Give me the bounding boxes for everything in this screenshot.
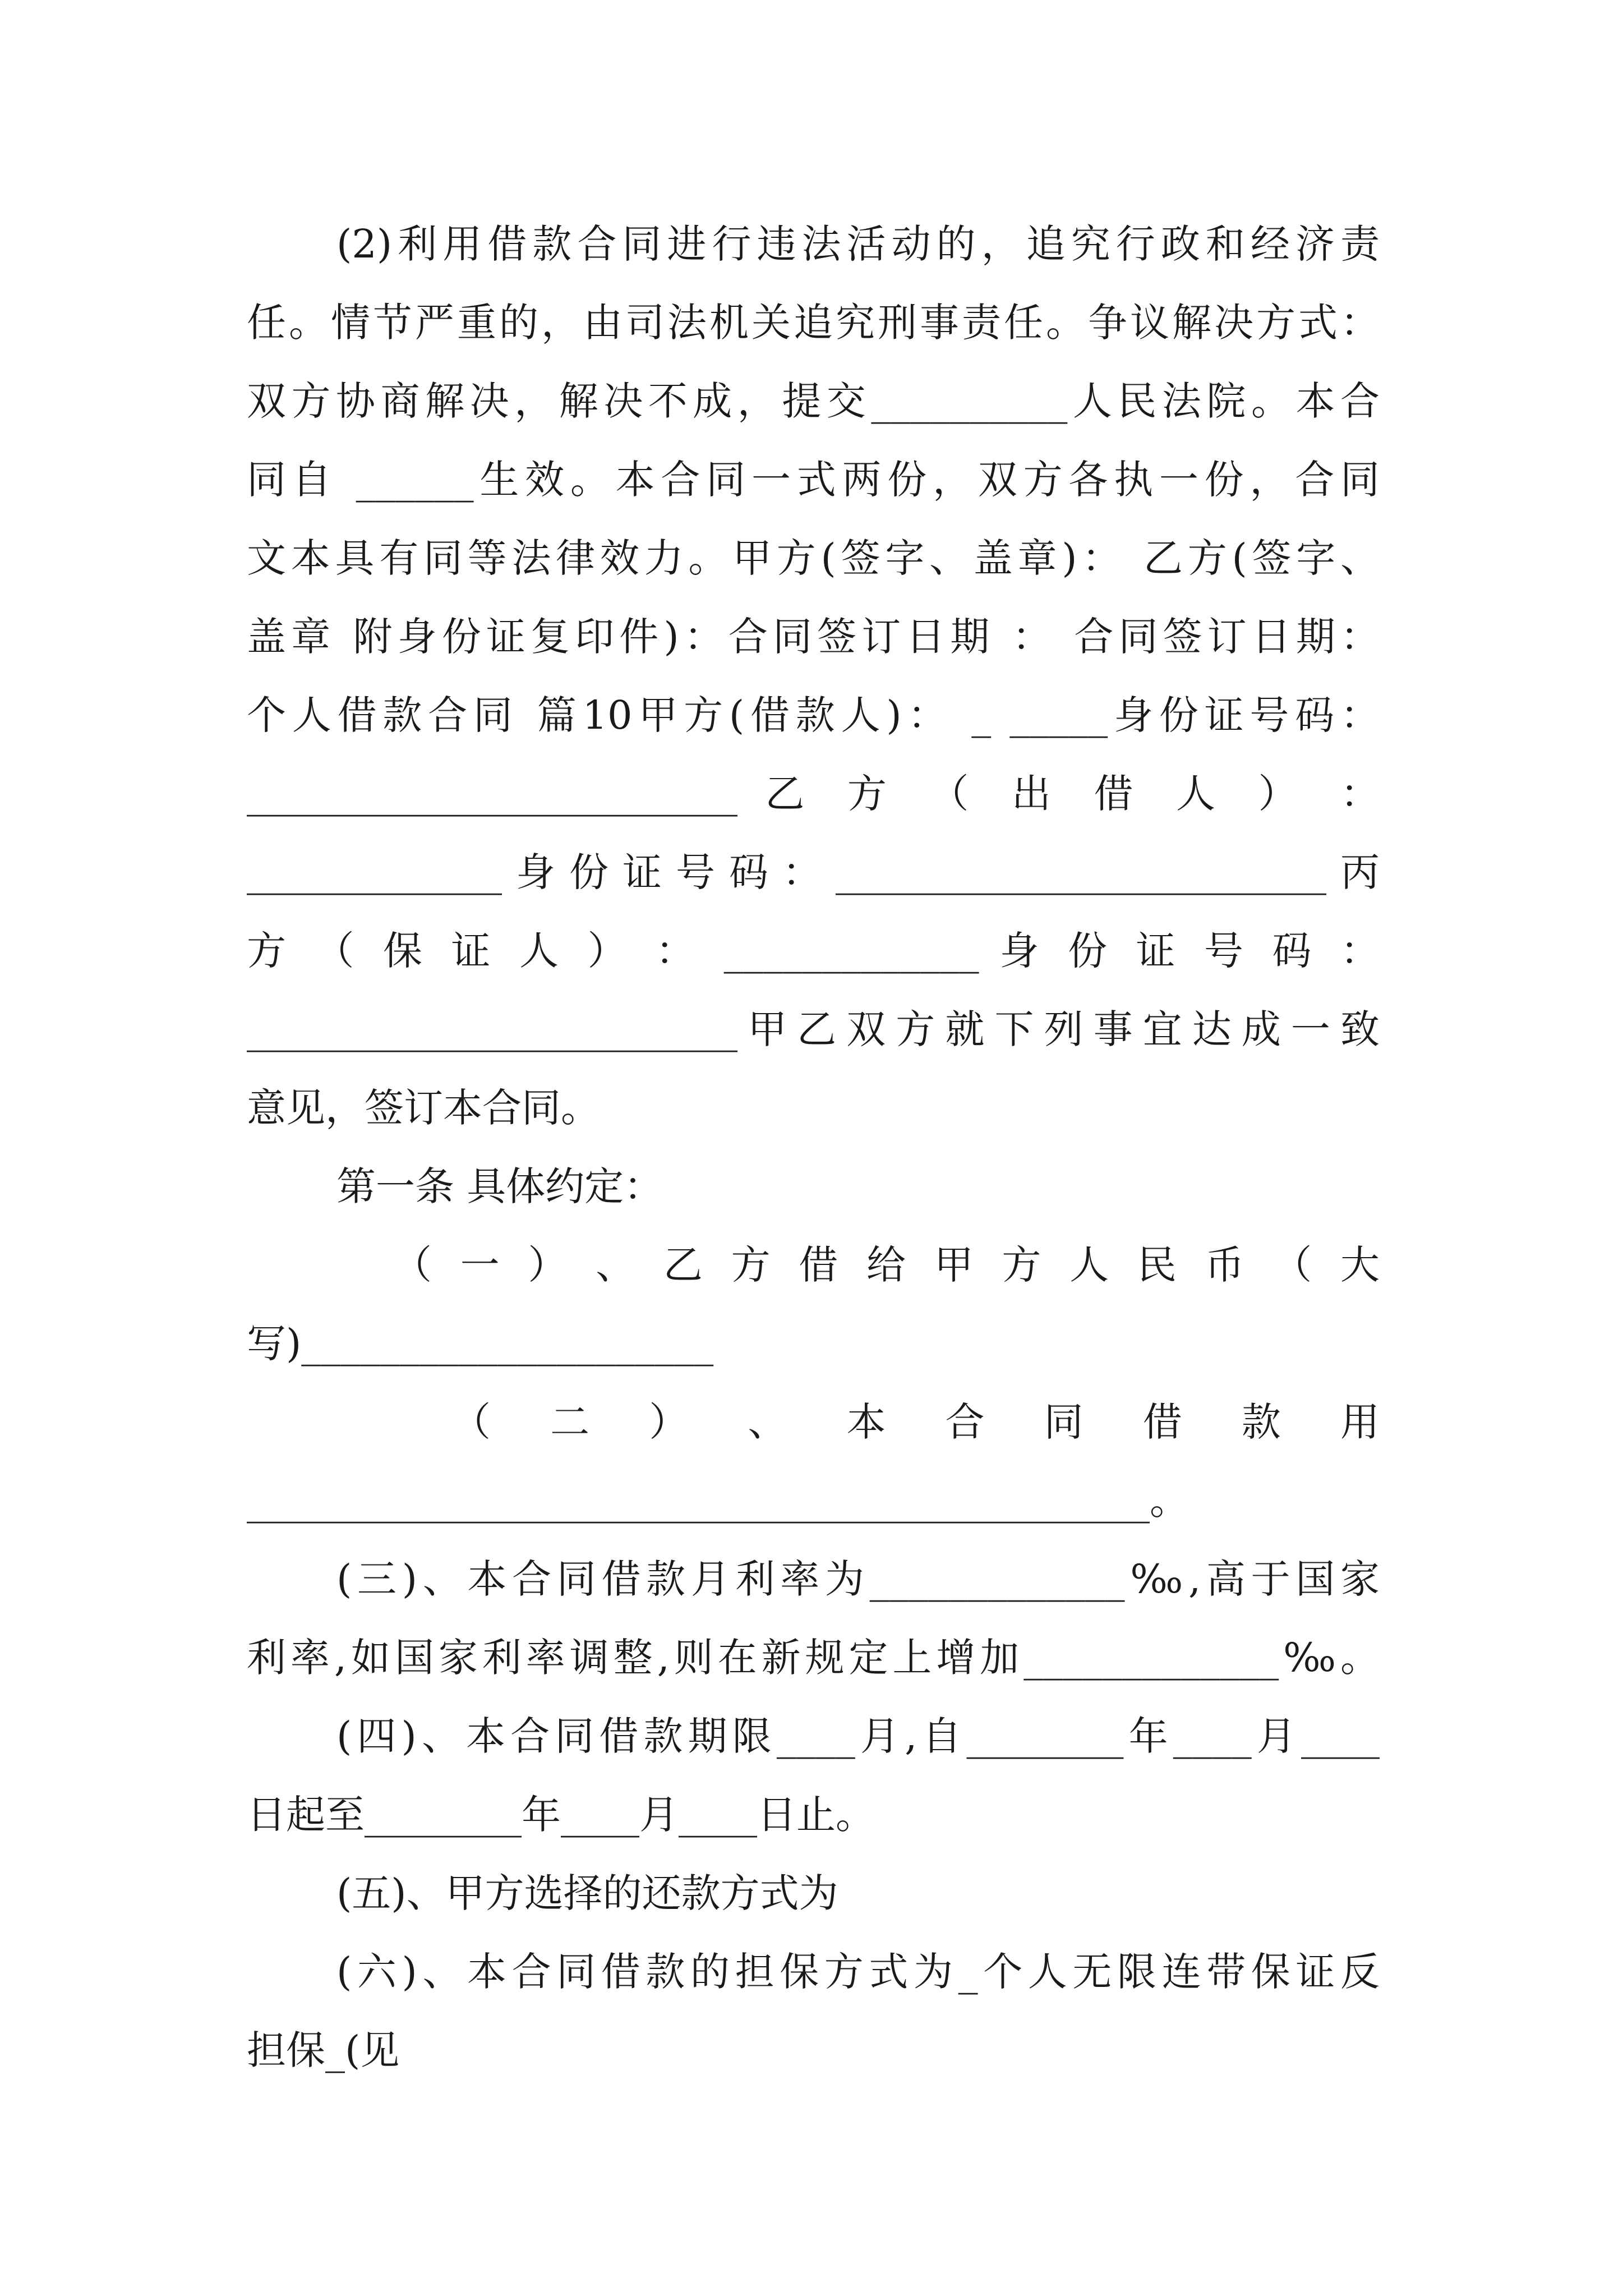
text-line: （ 二 ） 、 本 合 同 借 款 用 [451, 1399, 1380, 1445]
text-line: 方 （ 保 证 人 ） ： _____________ 身 份 证 号 码 ： [247, 928, 1380, 974]
text-line: 意见，签订本合同。 [247, 1085, 600, 1131]
text-line: _________________________ 乙 方 （ 出 借 人 ） ： [247, 771, 1380, 817]
text-line: 担保_(见 [247, 2027, 400, 2073]
text-line: 日起至________年____月____日止。 [247, 1792, 875, 1838]
text-line: 任。情节严重的，由司法机关追究刑事责任。争议解决方式： [247, 300, 1380, 346]
text-line: 同自 ______生效。本合同一式两份，双方各执一份，合同 [247, 457, 1380, 503]
section-heading: 第一条 具体约定： [336, 1163, 663, 1209]
text-line: (四)、本合同借款期限____月,自________年____月____ [336, 1713, 1380, 1759]
text-line: ______________________________________________。 [247, 1478, 1189, 1524]
text-line: (三)、本合同借款月利率为_____________‰,高于国家 [336, 1556, 1380, 1602]
text-line: （ 一 ） 、 乙 方 借 给 甲 方 人 民 币 （ 大 [393, 1242, 1380, 1288]
text-line: (六)、本合同借款的担保方式为_个人无限连带保证反 [336, 1949, 1380, 1995]
text-line: 盖章 附身份证复印件)：合同签订日期 ： 合同签订日期： [247, 614, 1380, 660]
text-line: _________________________甲乙双方就下列事宜达成一致 [247, 1006, 1380, 1052]
text-line: 利率,如国家利率调整,则在新规定上增加_____________‰。 [247, 1635, 1380, 1681]
text-line: (五)、甲方选择的还款方式为 [336, 1870, 838, 1916]
text-line: (2)利用借款合同进行违法活动的，追究行政和经济责 [336, 221, 1380, 267]
text-line: 写)_____________________ [247, 1320, 714, 1366]
text-line: 个人借款合同 篇10甲方(借款人)： _ _____身份证号码： [247, 692, 1380, 738]
text-line: _____________身份证号码：_________________________丙 [247, 849, 1380, 895]
text-line: 双方协商解决，解决不成，提交__________人民法院。本合 [247, 378, 1380, 424]
text-line: 文本具有同等法律效力。甲方(签字、盖章)： 乙方(签字、 [247, 535, 1380, 581]
